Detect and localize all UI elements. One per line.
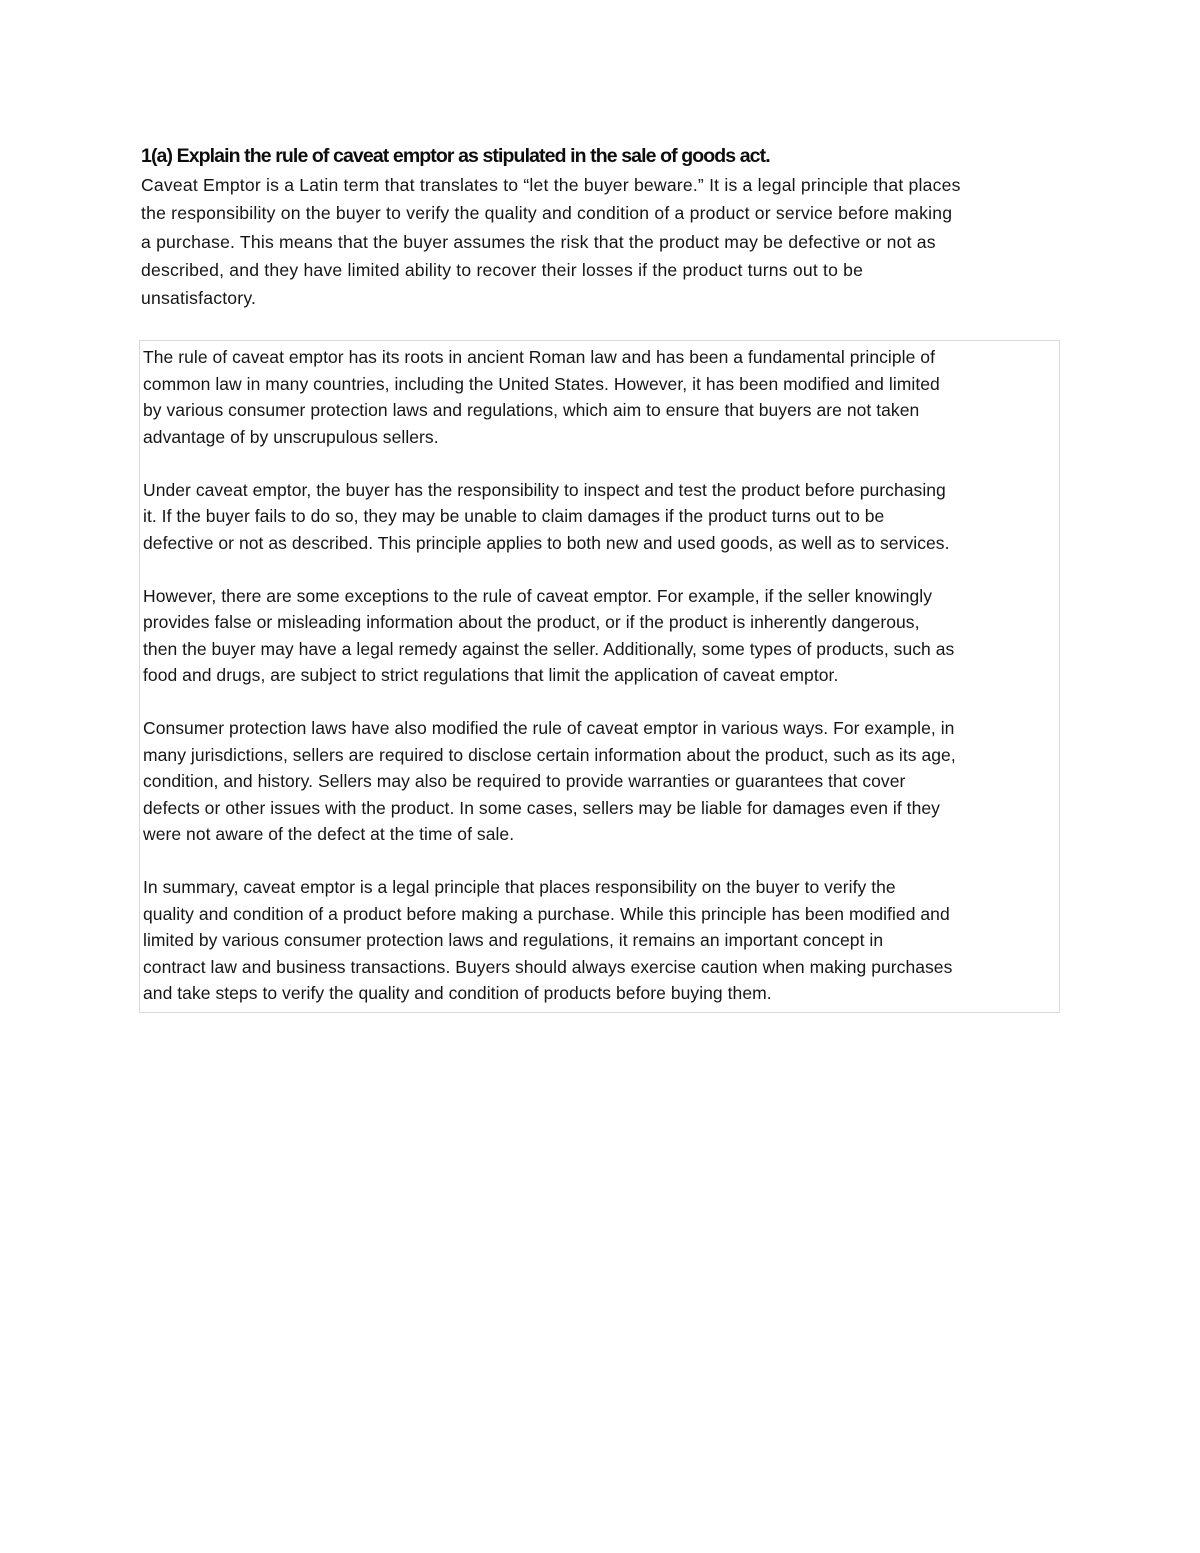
text-line: In summary, caveat emptor is a legal principle that places responsibility on the buyer to verify the xyxy=(143,877,896,897)
text-line: many jurisdictions, sellers are required to disclose certain information about the product, such as its age, xyxy=(143,744,956,765)
text-line: by various consumer protection laws and regulations, which aim to ensure that buyers are not taken xyxy=(143,400,920,420)
intro-paragraph xyxy=(141,171,1061,312)
box-paragraph-origins xyxy=(143,344,1059,450)
text-line: it. If the buyer fails to do so, they may be unable to claim damages if the product turns out to be xyxy=(143,506,885,526)
intro-line: unsatisfactory. xyxy=(141,288,257,309)
intro-line: described, and they have limited ability to recover their losses if the product turns out to be xyxy=(141,259,864,280)
text-line: food and drugs, are subject to strict regulations that limit the application of caveat emptor. xyxy=(143,665,839,685)
box-paragraph-buyer-responsibility xyxy=(143,477,1059,557)
answer-text-box xyxy=(139,340,1060,1013)
text-line: Consumer protection laws have also modified the rule of caveat emptor in various ways. For example, in xyxy=(143,718,955,738)
text-line: contract law and business transactions. Buyers should always exercise caution when making purchases xyxy=(143,956,953,977)
text-line: advantage of by unscrupulous sellers. xyxy=(143,426,439,447)
text-line: quality and condition of a product before making a purchase. While this principle has been modified and xyxy=(143,903,950,924)
text-line: provides false or misleading information about the product, or if the product is inherently dangerous, xyxy=(143,612,920,632)
text-line: However, there are some exceptions to the rule of caveat emptor. For example, if the seller knowingly xyxy=(143,585,933,606)
text-line: Under caveat emptor, the buyer has the responsibility to inspect and test the product before purchasing xyxy=(143,479,946,500)
intro-line: Caveat Emptor is a Latin term that translates to “let the buyer beware.” It is a legal principle that places xyxy=(141,175,961,195)
text-line: common law in many countries, including the United States. However, it has been modified and limited xyxy=(143,373,940,394)
intro-line: a purchase. This means that the buyer assumes the risk that the product may be defective or not as xyxy=(141,231,936,252)
text-line: defects or other issues with the product. In some cases, sellers may be liable for damages even if they xyxy=(143,797,940,818)
text-line: limited by various consumer protection laws and regulations, it remains an important concept in xyxy=(143,930,884,950)
box-paragraph-exceptions xyxy=(143,583,1059,689)
text-line: then the buyer may have a legal remedy against the seller. Additionally, some types of products, such as xyxy=(143,638,955,659)
text-line: were not aware of the defect at the time of sale. xyxy=(143,824,515,844)
question-heading: 1(a) Explain the rule of caveat emptor as stipulated in the sale of goods act. xyxy=(141,145,770,167)
text-line: condition, and history. Sellers may also be required to provide warranties or guarantees that cover xyxy=(143,771,906,791)
text-line: defective or not as described. This principle applies to both new and used goods, as well as to services. xyxy=(143,532,950,553)
text-line: and take steps to verify the quality and condition of products before buying them. xyxy=(143,983,772,1003)
text-line: The rule of caveat emptor has its roots in ancient Roman law and has been a fundamental principle of xyxy=(143,347,935,367)
box-paragraph-consumer-protection xyxy=(143,715,1059,848)
intro-line: the responsibility on the buyer to verify the quality and condition of a product or service before making xyxy=(141,203,953,224)
box-paragraph-summary xyxy=(143,874,1059,1007)
